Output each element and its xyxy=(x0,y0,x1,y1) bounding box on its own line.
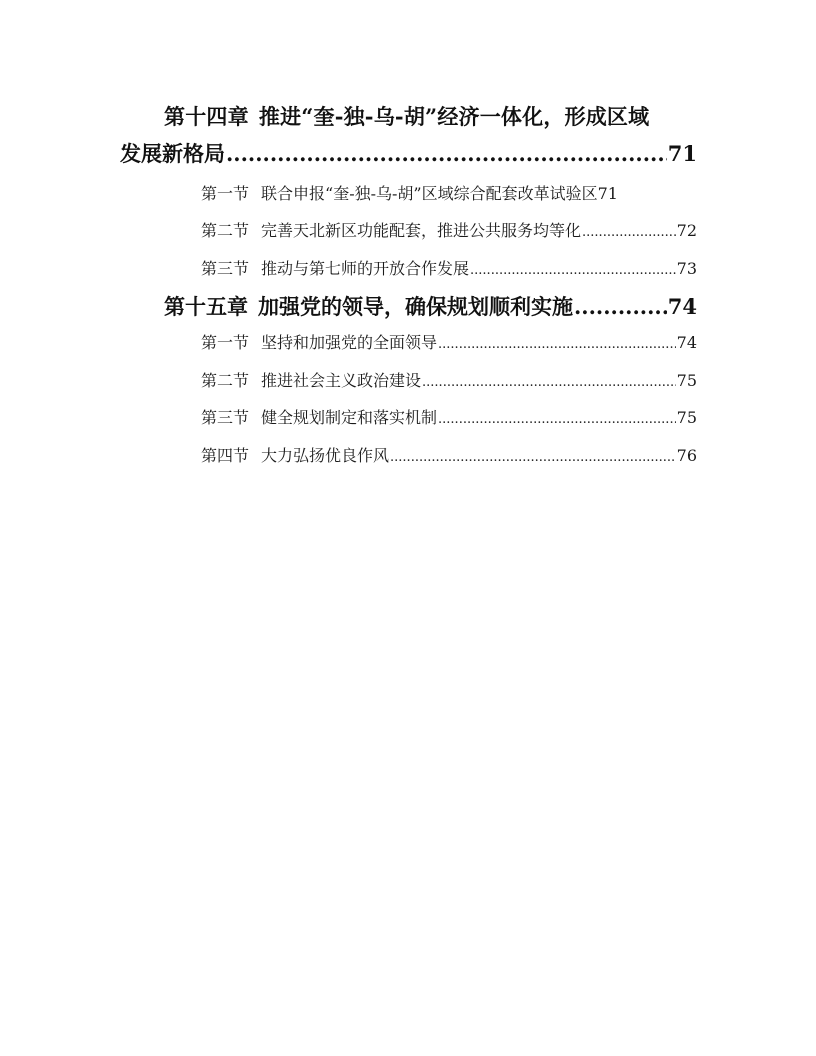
section-number: 第一节 xyxy=(201,333,250,352)
chapter-14-first-line xyxy=(120,98,697,135)
chapter-14-number: 第十四章 xyxy=(164,104,249,129)
leader-dots xyxy=(390,445,676,471)
section-title: 完善天北新区功能配套，推进公共服务均等化 xyxy=(261,221,582,240)
section-title: 大力弘扬优良作风 xyxy=(261,446,390,465)
section-page: 71 xyxy=(597,184,618,203)
chapter-14-page: 71 xyxy=(667,141,697,166)
section-title: 坚持和加强党的全面领导 xyxy=(261,333,438,352)
chapter-14-second-line xyxy=(120,135,697,172)
chapter-14-title-line1: 推进“奎-独-乌-胡”经济一体化，形成区域 xyxy=(258,104,650,129)
leader-dots xyxy=(438,332,676,358)
section-number: 第一节 xyxy=(201,184,250,203)
section-page: 74 xyxy=(676,333,697,352)
section-page: 75 xyxy=(676,408,697,427)
toc-section-15-1[interactable] xyxy=(201,330,697,358)
section-page: 72 xyxy=(676,221,697,240)
section-page: 75 xyxy=(676,371,697,390)
toc-chapter-14[interactable] xyxy=(120,98,697,172)
section-title: 推动与第七师的开放合作发展 xyxy=(261,259,470,278)
toc-section-15-2[interactable] xyxy=(201,368,697,396)
section-page: 76 xyxy=(676,446,697,465)
toc-section-15-3[interactable] xyxy=(201,405,697,433)
section-number: 第二节 xyxy=(201,371,250,390)
leader-dots xyxy=(438,407,676,433)
section-title: 健全规划制定和落实机制 xyxy=(261,408,438,427)
toc-section-14-2[interactable] xyxy=(201,218,697,246)
section-title: 联合申报“奎-独-乌-胡”区域综合配套改革试验区 xyxy=(261,184,598,203)
chapter-14-title-line2: 发展新格局 xyxy=(120,141,225,166)
section-number: 第四节 xyxy=(201,446,250,465)
leader-dots xyxy=(470,258,676,284)
section-number: 第三节 xyxy=(201,408,250,427)
toc-section-15-4[interactable] xyxy=(201,443,697,471)
section-number: 第三节 xyxy=(201,259,250,278)
toc-section-14-1[interactable] xyxy=(201,181,697,207)
section-page: 73 xyxy=(676,259,697,278)
leader-dots xyxy=(226,135,667,172)
leader-dots xyxy=(582,220,676,246)
toc-chapter-15[interactable] xyxy=(164,288,697,325)
leader-dots xyxy=(422,370,676,396)
chapter-15-title: 加强党的领导，确保规划顺利实施 xyxy=(258,294,573,319)
section-number: 第二节 xyxy=(201,221,250,240)
section-title: 推进社会主义政治建设 xyxy=(261,371,422,390)
chapter-15-page: 74 xyxy=(667,294,697,319)
toc-section-14-3[interactable] xyxy=(201,256,697,284)
leader-dots xyxy=(574,288,667,325)
chapter-15-number: 第十五章 xyxy=(164,294,248,319)
